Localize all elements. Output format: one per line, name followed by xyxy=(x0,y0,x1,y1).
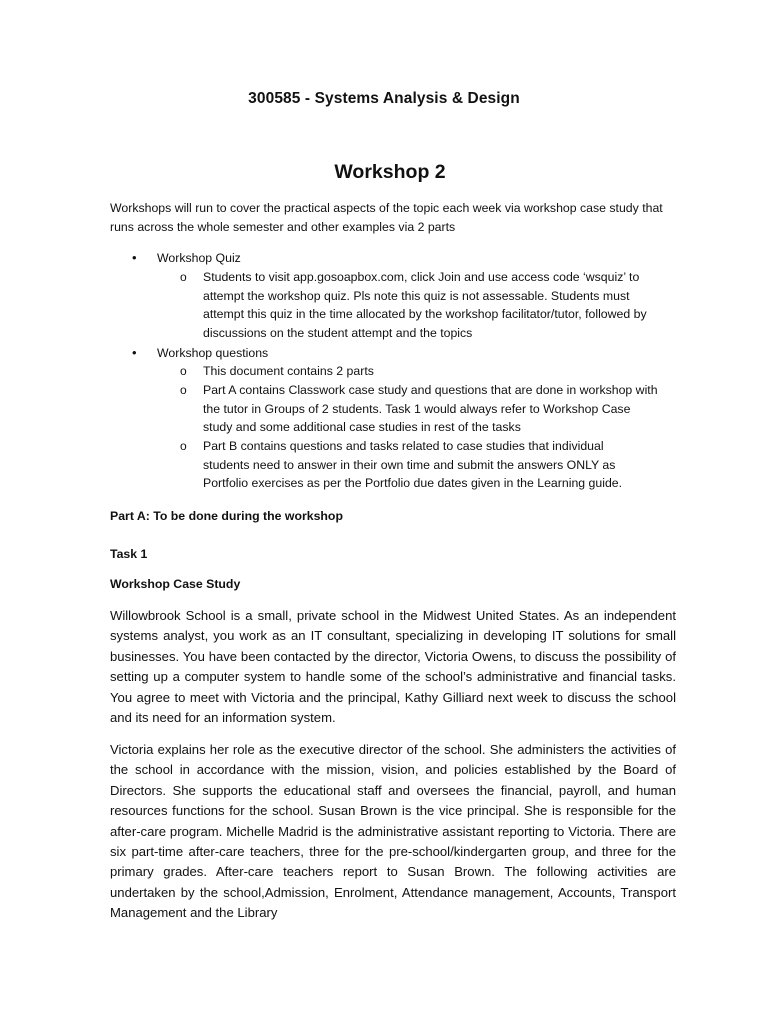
bullet-workshop-quiz: Workshop Quiz xyxy=(157,251,241,265)
case-study-paragraph-1: Willowbrook School is a small, private school in the Midwest United States. As an independent systems analyst, you work as an IT consultant, specializing in developing IT solutions for small businesses. You have been contacted by the director, Victoria Owens, to discuss the possibility of setting up a computer system to handle some of the school’s administrative and financial tasks. You agree to meet with Victoria and the principal, Kathy Gilliard next week to discuss the school and its need for an information system. xyxy=(110,608,676,726)
task-heading: Task 1 xyxy=(110,547,148,561)
sub-item-quiz-instructions: Students to visit app.gosoapbox.com, click Join and use access code ‘wsquiz’ to attempt the workshop quiz. Pls note this quiz is not assessable. Students must attempt this quiz in the time allocated by the workshop facilitator/tutor, followed by discussions on the student attempt and the topics xyxy=(203,270,647,340)
bullet-dot: • xyxy=(132,250,137,265)
bullet-workshop-questions: Workshop questions xyxy=(157,346,269,360)
sub-bullet-marker: o xyxy=(180,364,187,378)
sub-bullet-marker: o xyxy=(180,383,187,397)
part-a-heading: Part A: To be done during the workshop xyxy=(110,509,343,523)
sub-item-part-a: Part A contains Classwork case study and questions that are done in workshop with the tutor in Groups of 2 students. Task 1 would always refer to Workshop Case study and some additional case studies in rest of the tasks xyxy=(203,383,658,435)
sub-item-two-parts: This document contains 2 parts xyxy=(203,364,374,378)
case-study-paragraph-2: Victoria explains her role as the executive director of the school. She administers the activities of the school in accordance with the mission, vision, and policies established by the Board of Directors. She supports the educational staff and oversees the financial, payroll, and human resources functions for the school. Susan Brown is the vice principal. She is responsible for the after-care program. Michelle Madrid is the administrative assistant reporting to Victoria. There are six part-time after-care teachers, three for the pre-school/kindergarten group, and three for the primary grades. After-care teachers report to Susan Brown. The following activities are undertaken by the school,Admission, Enrolment, Attendance management, Accounts, Transport Management and the Library xyxy=(110,742,676,921)
sub-bullet-marker: o xyxy=(180,270,187,284)
intro-paragraph: Workshops will run to cover the practical aspects of the topic each week via workshop case study that runs across the whole semester and other examples via 2 parts xyxy=(110,201,663,234)
sub-bullet-marker: o xyxy=(180,439,187,453)
bullet-dot: • xyxy=(132,345,137,360)
course-title: 300585 - Systems Analysis & Design xyxy=(248,90,520,107)
case-study-heading: Workshop Case Study xyxy=(110,577,241,591)
sub-item-part-b: Part B contains questions and tasks related to case studies that individual students need to answer in their own time and submit the answers ONLY as Portfolio exercises as per the Portfolio due dates given in the Learning guide. xyxy=(203,439,623,491)
workshop-title: Workshop 2 xyxy=(334,161,446,183)
